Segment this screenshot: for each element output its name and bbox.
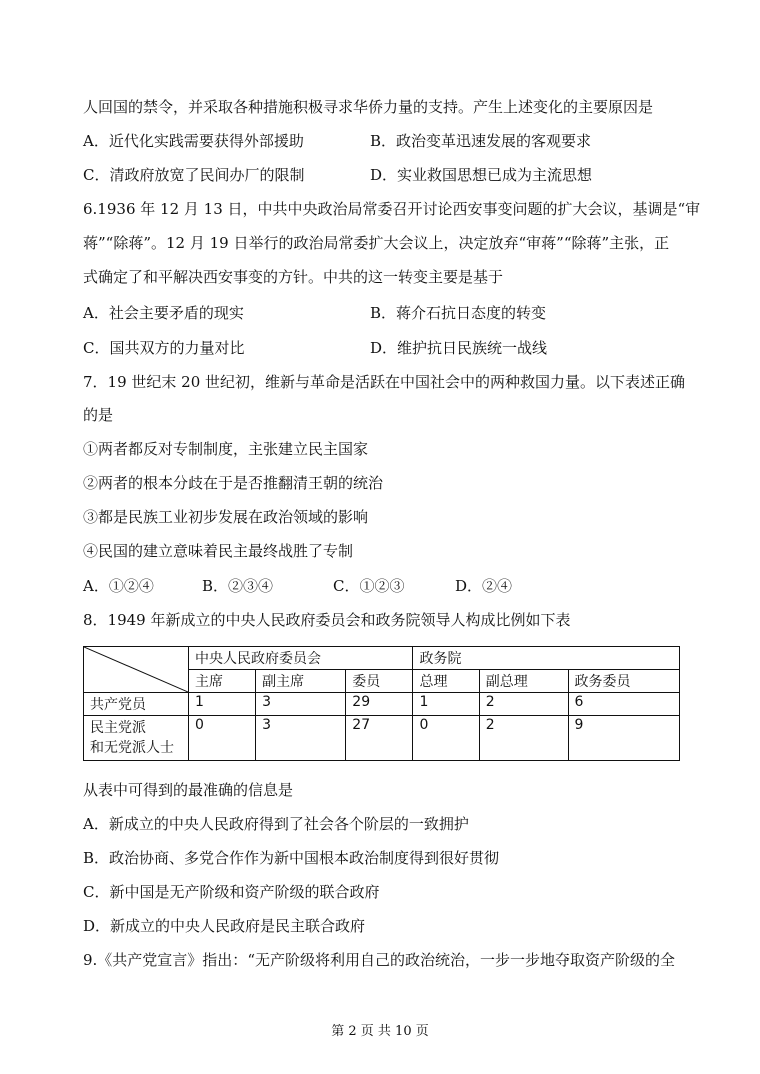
q7-stem-line-1: 7．19 世纪末 20 世纪初，维新与革命是活跃在中国社会中的两种救国力量。以下表述正确: [83, 373, 686, 391]
diagonal-line: [84, 647, 188, 692]
col-header: 副总理: [479, 670, 568, 693]
q8-stem: 8．1949 年新成立的中央人民政府委员会和政务院领导人构成比例如下表: [83, 611, 571, 629]
intro-tail: 人回国的禁令，并采取各种措施积极寻求华侨力量的支持。产生上述变化的主要原因是: [83, 98, 654, 116]
q5-option-d[interactable]: D．实业救国思想已成为主流思想: [370, 166, 593, 184]
row-label: 共产党员: [84, 693, 189, 716]
q6-stem-line-2: 蒋”“除蒋”。12 月 19 日举行的政治局常委扩大会议上，决定放弃“审蒋”“除蒋”主张，正: [83, 234, 670, 252]
col-header: 主席: [189, 670, 256, 693]
q5-option-b[interactable]: B．政治变革迅速发展的客观要求: [370, 132, 592, 150]
leadership-table: [83, 646, 680, 761]
table-cell: 2: [479, 693, 568, 716]
table-cell: 29: [346, 693, 413, 716]
q8-option-c[interactable]: C．新中国是无产阶级和资产阶级的联合政府: [83, 883, 380, 901]
table-cell: 2: [479, 716, 568, 761]
col-header: 委员: [346, 670, 413, 693]
table-cell: 9: [568, 716, 679, 761]
col-header: 副主席: [256, 670, 346, 693]
q7-item-1: ①两者都反对专制制度，主张建立民主国家: [83, 440, 369, 458]
q5-option-a[interactable]: A．近代化实践需要获得外部援助: [83, 132, 304, 150]
q7-option-a[interactable]: A．①②④: [83, 577, 154, 595]
q6-option-a[interactable]: A．社会主要矛盾的现实: [83, 304, 244, 322]
q8-option-b[interactable]: B．政治协商、多党合作作为新中国根本政治制度得到很好贯彻: [83, 849, 500, 867]
q8-question: 从表中可得到的最准确的信息是: [83, 781, 294, 799]
q6-option-d[interactable]: D．维护抗日民族统一战线: [370, 339, 548, 357]
q6-stem-line-1: 6.1936 年 12 月 13 日，中共中央政治局常委召开讨论西安事变问题的扩大会议，基调是“审: [83, 200, 701, 218]
table-row: [84, 693, 680, 716]
row-label-line-2: 和无党派人士: [90, 740, 174, 756]
q8-option-d[interactable]: D．新成立的中央人民政府是民主联合政府: [83, 917, 366, 935]
col-header: 政务委员: [568, 670, 679, 693]
q7-item-4: ④民国的建立意味着民主最终战胜了专制: [83, 542, 354, 560]
table-cell: 1: [413, 693, 479, 716]
group-header-central-committee: 中央人民政府委员会: [189, 647, 413, 670]
table-cell: 0: [413, 716, 479, 761]
q7-option-d[interactable]: D．②④: [455, 577, 513, 595]
table-cell: 3: [256, 693, 346, 716]
q6-option-b[interactable]: B．蒋介石抗日态度的转变: [370, 304, 547, 322]
table-cell: 6: [568, 693, 679, 716]
q8-option-a[interactable]: A．新成立的中央人民政府得到了社会各个阶层的一致拥护: [83, 815, 469, 833]
q7-option-c[interactable]: C．①②③: [333, 577, 405, 595]
table-cell: 1: [189, 693, 256, 716]
table-cell: 0: [189, 716, 256, 761]
table-row: [84, 716, 680, 761]
diagonal-header-cell: [84, 647, 189, 693]
row-label-line-1: 民主党派: [90, 720, 146, 736]
table-cell: 27: [346, 716, 413, 761]
q6-option-c[interactable]: C．国共双方的力量对比: [83, 339, 245, 357]
table-cell: 3: [256, 716, 346, 761]
q7-item-2: ②两者的根本分歧在于是否推翻清王朝的统治: [83, 474, 384, 492]
q7-stem-line-2: 的是: [83, 406, 114, 424]
q9-stem: 9.《共产党宣言》指出：“无产阶级将利用自己的政治统治，一步一步地夺取资产阶级的全: [83, 951, 675, 969]
row-label: [84, 716, 189, 761]
page-footer: 第 2 页 共 10 页: [331, 1024, 429, 1039]
q6-stem-line-3: 式确定了和平解决西安事变的方针。中共的这一转变主要是基于: [83, 268, 504, 286]
group-header-state-council: 政务院: [413, 647, 680, 670]
q7-item-3: ③都是民族工业初步发展在政治领域的影响: [83, 508, 369, 526]
q5-option-c[interactable]: C．清政府放宽了民间办厂的限制: [83, 166, 305, 184]
col-header: 总理: [413, 670, 479, 693]
q7-option-b[interactable]: B．②③④: [202, 577, 274, 595]
